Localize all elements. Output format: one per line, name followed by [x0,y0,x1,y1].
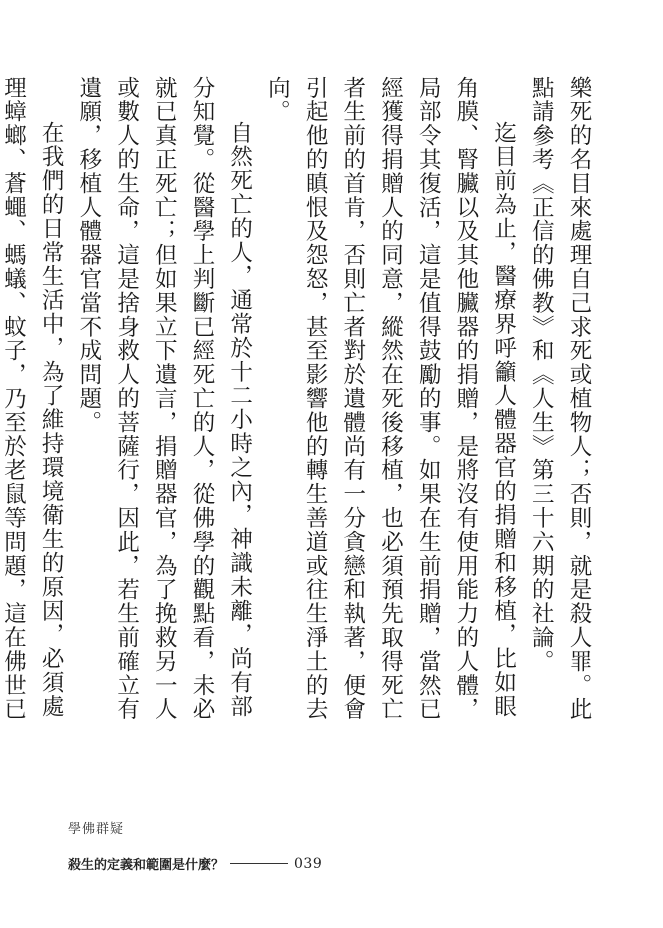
paragraph-2: 迄目前為止，醫療界呼籲人體器官的捐贈和移植，比如眼角膜、腎臟以及其他臟器的捐贈，是將沒有使用能力的人體，局部令其復活，這是值得鼓勵的事。如果在生前捐贈，當然已經獲得捐贈人的同意，縱然在死後移植，也必須預先取得死亡者生前的首肯，否則亡者對於遺體尚有一分貪戀和執著，便會引起他的瞋恨及怨怒，甚至影響他的轉生善道或往生淨土的去向。 [264,76,517,722]
footer-rule [230,863,288,864]
paragraph-4: 在我們的日常生活中，為了維持環境衛生的原因，必須處理蟑螂、蒼蠅、螞蟻、蚊子，乃至於老鼠等問題，這在佛世已 [0,76,65,722]
vertical-text-block [0,76,597,726]
paragraph-1: 樂死的名目來處理自己求死或植物人；否則，就是殺人罪。此點請參考《正信的佛教》和《人生》第三十六期的社論。 [528,76,592,722]
section-title: 殺生的定義和範圍是什麼？ [68,858,225,873]
page-number: 039 [294,855,323,872]
page-footer [68,854,322,873]
book-title: 學佛群疑 [68,822,125,837]
paragraph-3: 自然死亡的人，通常於十二小時之內，神識未離，尚有部分知覺。從醫學上判斷已經死亡的人，從佛學的觀點看，未必就已真正死亡；但如果立下遺言，捐贈器官，為了挽救另一人或數人的生命，這是捨身救人的菩薩行，因此，若生前確立有遺願，移植人體器官當不成問題。 [75,76,253,722]
